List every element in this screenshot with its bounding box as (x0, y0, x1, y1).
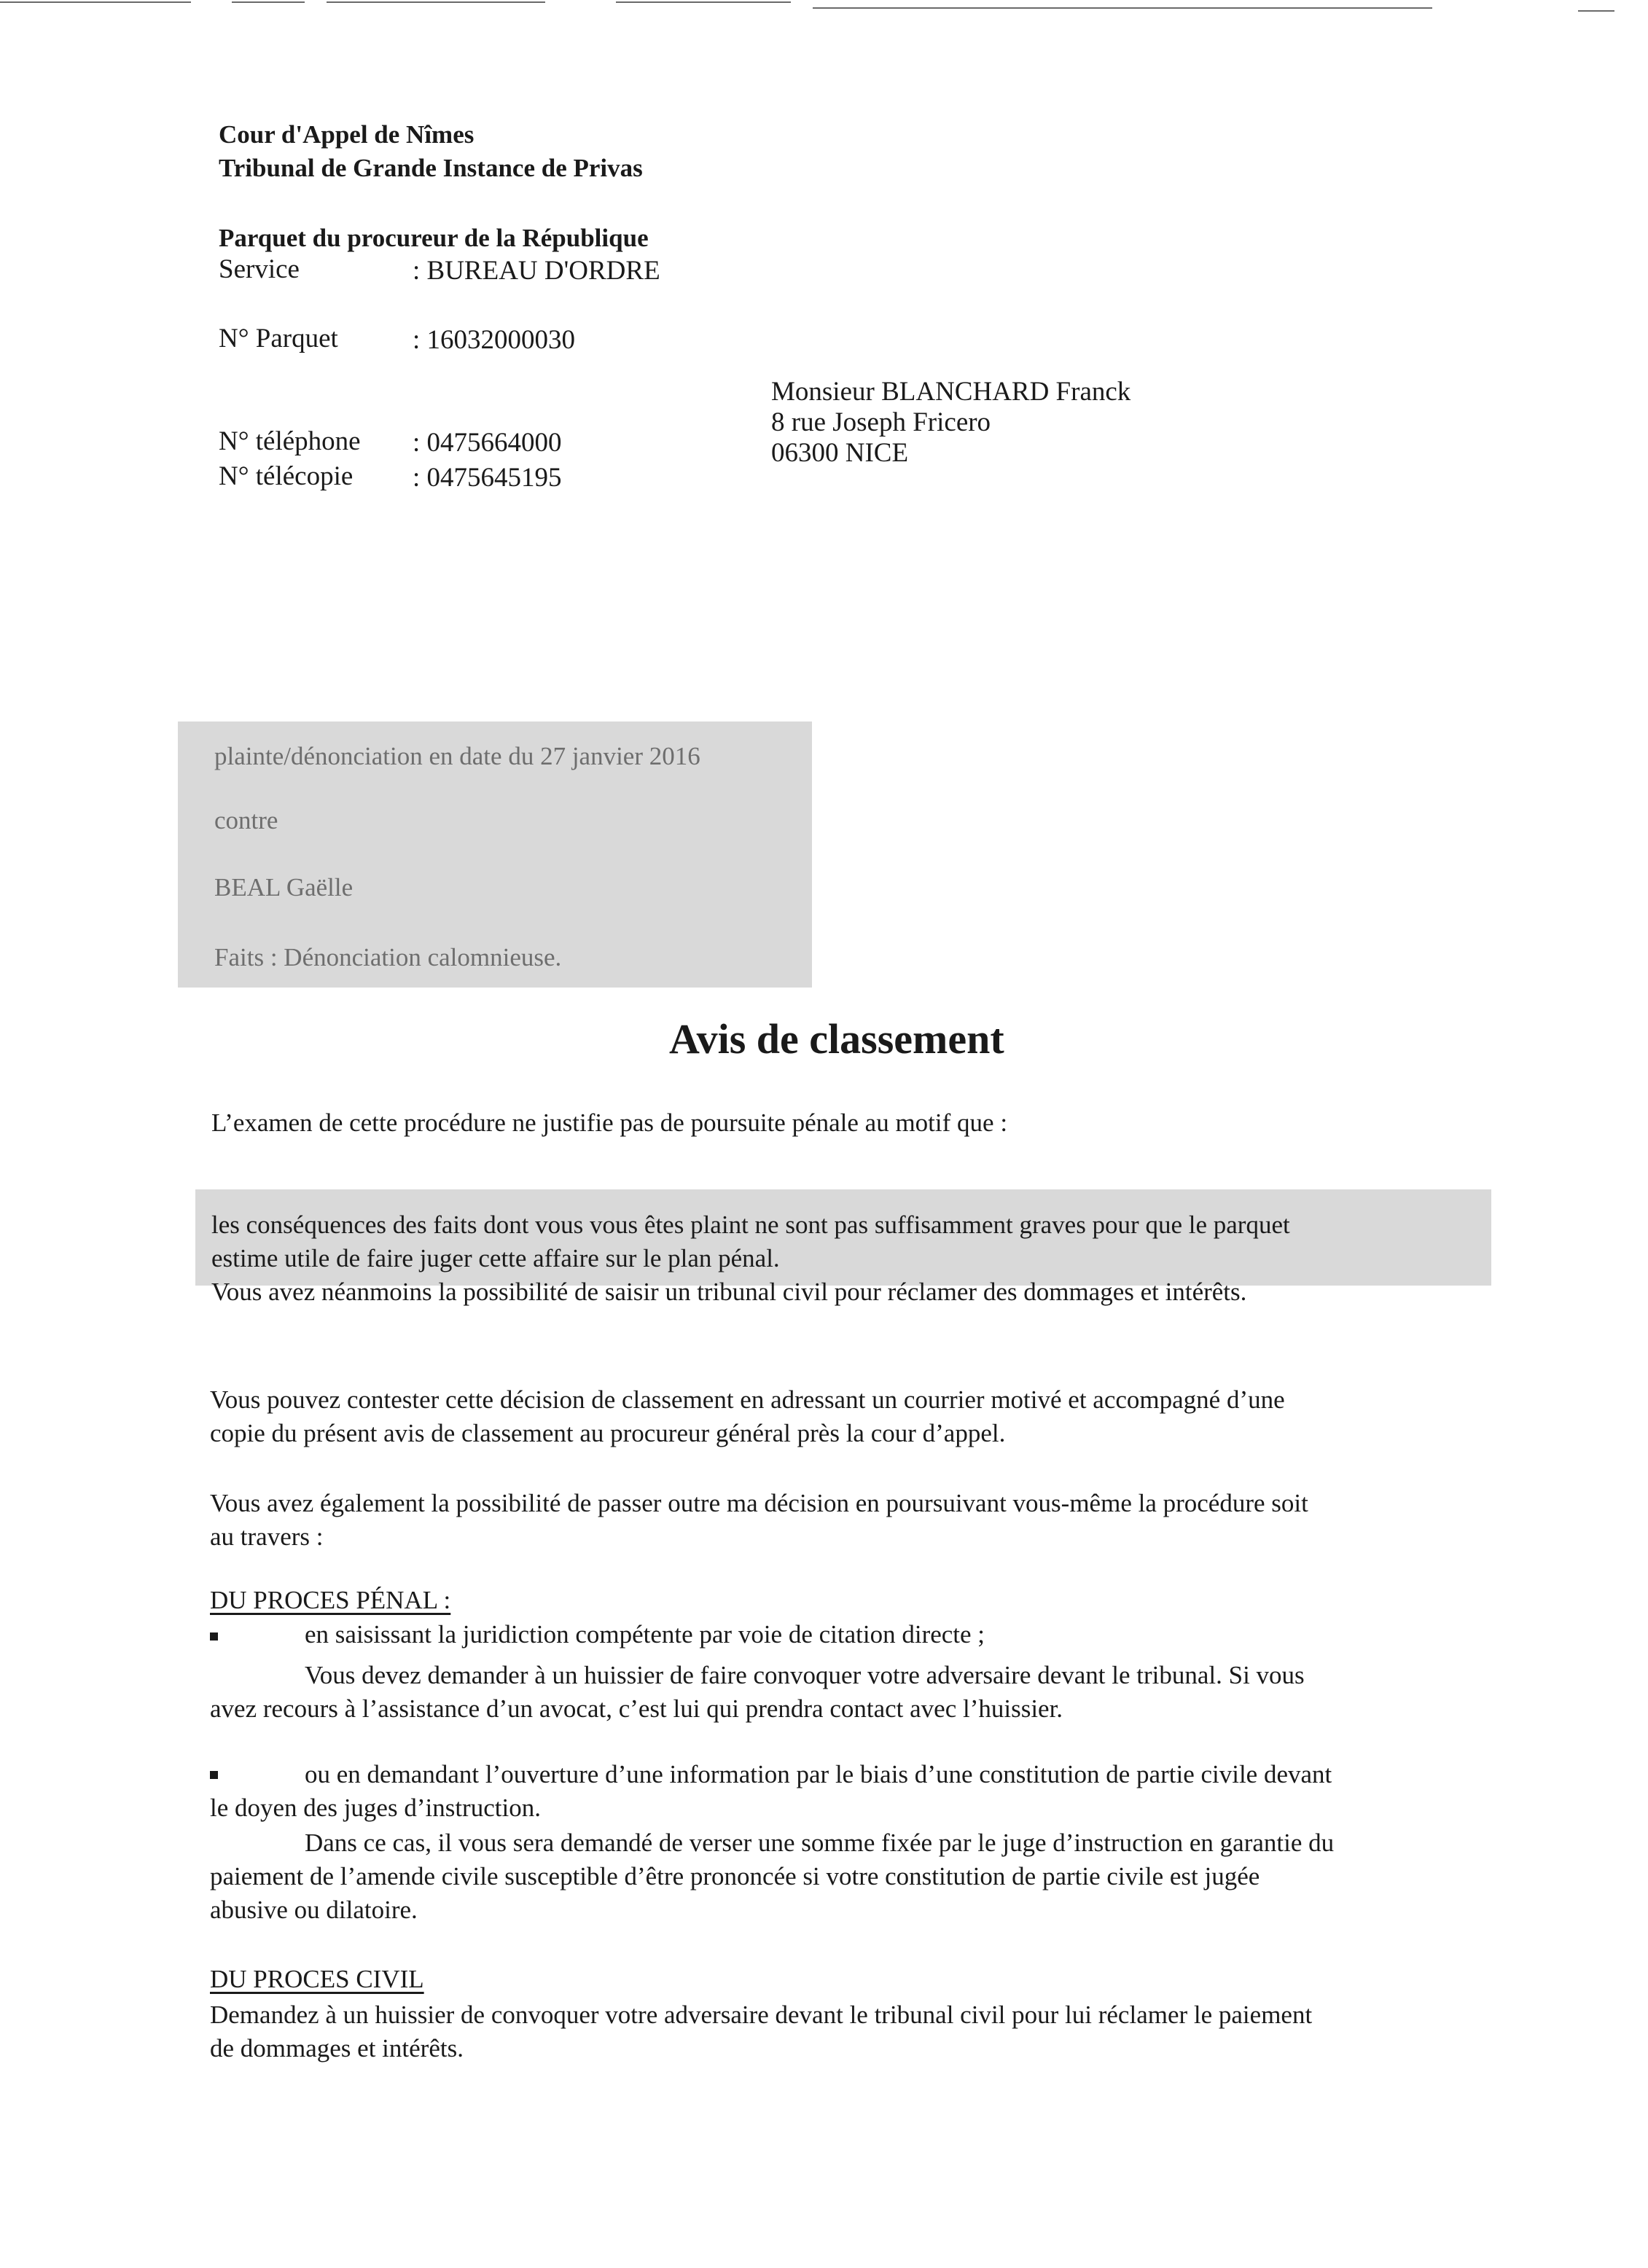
bullet-marker (210, 1632, 218, 1641)
case-box (178, 722, 812, 988)
penal-bullet-1-detail-2: avez recours à l’assistance d’un avocat, c’est lui qui prendra contact avec l’huissier. (210, 1694, 1063, 1723)
recipient-city: 06300 NICE (771, 438, 909, 468)
telecopie-value: : 0475645195 (413, 463, 562, 493)
telephone-label: N° téléphone (219, 426, 361, 456)
penal-bullet-2-detail-1: Dans ce cas, il vous sera demandé de verser une somme fixée par le juge d’instruction en garantie du (305, 1829, 1335, 1857)
tribunal-name: Tribunal de Grande Instance de Privas (219, 154, 643, 182)
civil-section-title: DU PROCES CIVIL (210, 1965, 424, 1993)
penal-bullet-2-detail-3: abusive ou dilatoire. (210, 1896, 418, 1924)
civil-line-2: de dommages et intérêts. (210, 2034, 464, 2062)
case-defendant-line: BEAL Gaëlle (214, 873, 354, 902)
intro-text: L’examen de cette procédure ne justifie pas de poursuite pénale au motif que : (211, 1108, 1008, 1137)
case-facts-line: Faits : Dénonciation calomnieuse. (214, 943, 562, 971)
penal-bullet-1-detail-1: Vous devez demander à un huissier de faire convoquer votre adversaire devant le tribunal. Si vous (305, 1661, 1305, 1689)
telecopie-label: N° télécopie (219, 461, 354, 491)
recipient-street: 8 rue Joseph Fricero (771, 407, 991, 437)
passer-outre-line-1: Vous avez également la possibilité de passer outre ma décision en poursuivant vous-même la procédure soit (210, 1489, 1308, 1517)
motif-line-2: estime utile de faire juger cette affaire sur le plan pénal. (211, 1244, 780, 1272)
case-complaint-line: plainte/dénonciation en date du 27 janvier 2016 (214, 742, 700, 770)
passer-outre-line-2: au travers : (210, 1522, 324, 1551)
motif-line-1: les conséquences des faits dont vous vous êtes plaint ne sont pas suffisamment graves pour que le parquet (211, 1211, 1290, 1239)
civil-line-1: Demandez à un huissier de convoquer votre adversaire devant le tribunal civil pour lui réclamer le paiement (210, 2001, 1313, 2029)
service-value: : BUREAU D'ORDRE (413, 256, 660, 286)
recipient-name: Monsieur BLANCHARD Franck (771, 377, 1131, 407)
penal-bullet-2-line-1: ou en demandant l’ouverture d’une information par le biais d’une constitution de partie civile devant (305, 1760, 1332, 1788)
notice-title: Avis de classement (669, 1015, 1004, 1063)
service-label: Service (219, 254, 300, 284)
penal-section-title: DU PROCES PÉNAL : (210, 1586, 451, 1614)
motif-line-3: Vous avez néanmoins la possibilité de saisir un tribunal civil pour réclamer des dommages et intérêts. (211, 1278, 1247, 1306)
case-against-line: contre (214, 806, 278, 834)
penal-bullet-2-detail-2: paiement de l’amende civile susceptible d’être prononcée si votre constitution de partie civile est jugée (210, 1862, 1260, 1890)
contest-line-2: copie du présent avis de classement au procureur général près la cour d’appel. (210, 1419, 1006, 1447)
parquet-name: Parquet du procureur de la République (219, 224, 649, 252)
penal-bullet-1: en saisissant la juridiction compétente par voie de citation directe ; (305, 1620, 985, 1649)
parquet-number-label: N° Parquet (219, 324, 338, 353)
parquet-number-value: : 16032000030 (413, 325, 576, 355)
court-name: Cour d'Appel de Nîmes (219, 120, 475, 149)
telephone-value: : 0475664000 (413, 428, 562, 458)
bullet-marker (210, 1771, 218, 1779)
contest-line-1: Vous pouvez contester cette décision de classement en adressant un courrier motivé et accompagné d’une (210, 1385, 1285, 1414)
penal-bullet-2-line-2: le doyen des juges d’instruction. (210, 1794, 541, 1822)
